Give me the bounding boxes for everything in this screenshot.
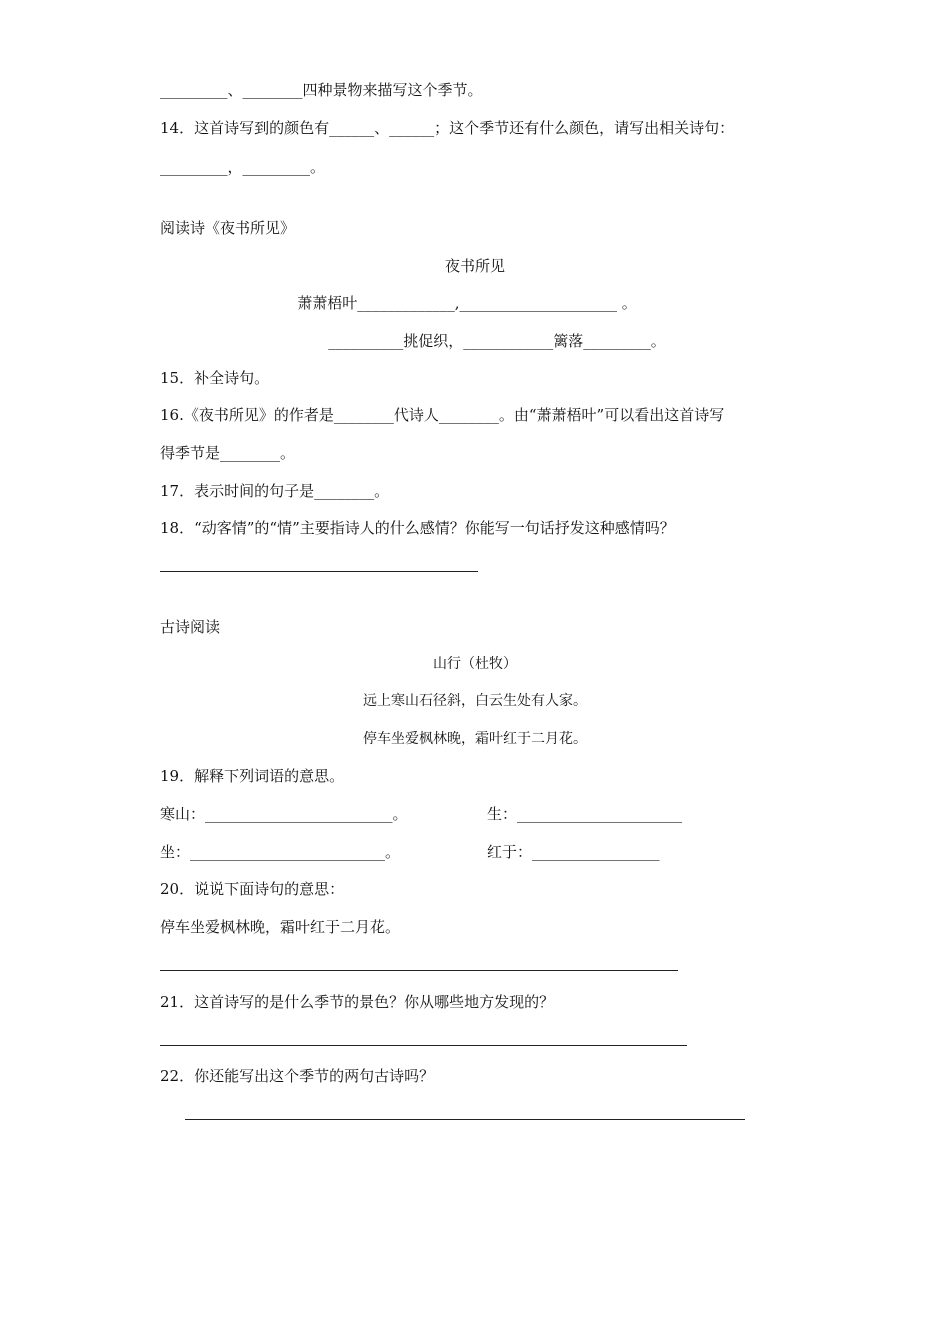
- question-20-quote: 停车坐爱枫林晚，霜叶红于二月花。: [160, 918, 401, 936]
- answer-line-22[interactable]: [185, 1119, 745, 1120]
- term-hanshan: 寒山：_________________________。: [160, 805, 408, 823]
- poem-line-2: 停车坐爱枫林晚，霜叶红于二月花。: [363, 731, 587, 747]
- question-17: 17．表示时间的句子是________。: [160, 482, 390, 500]
- question-16-continued: 得季节是________。: [160, 444, 296, 462]
- question-14-blanks: _________，_________。: [160, 158, 326, 176]
- term-hongyu: 红于：_________________: [487, 843, 660, 861]
- term-sheng: 生：______________________: [487, 805, 683, 823]
- fill-line-scenery: _________、________四种景物来描写这个季节。: [160, 81, 483, 99]
- poem-line-1: 萧萧梧叶_____________,_____________________ 。: [297, 294, 637, 312]
- question-22: 22．你还能写出这个季节的两句古诗吗？: [160, 1067, 435, 1085]
- poem-line-1: 远上寒山石径斜，白云生处有人家。: [363, 693, 587, 709]
- answer-line-20[interactable]: [160, 970, 678, 971]
- question-14: 14．这首诗写到的颜色有______、______；这个季节还有什么颜色，请写出相关诗句：: [160, 119, 735, 137]
- answer-line-18[interactable]: [160, 571, 478, 572]
- question-15: 15．补全诗句。: [160, 369, 270, 387]
- poem-title-ye-shu-suo-jian: 夜书所见: [444, 257, 505, 275]
- question-18: 18．“动客情”的“情”主要指诗人的什么感情？你能写一句话抒发这种感情吗？: [160, 519, 675, 537]
- poem-line-2: __________挑促织，____________篱落_________。: [328, 332, 666, 350]
- term-zuo: 坐：__________________________。: [160, 843, 401, 861]
- question-20: 20．说说下面诗句的意思：: [160, 880, 345, 898]
- question-19: 19．解释下列词语的意思。: [160, 767, 345, 785]
- poem-title-shan-xing: 山行（杜牧）: [433, 656, 517, 672]
- answer-line-21[interactable]: [160, 1045, 687, 1046]
- section-heading-night-poem: 阅读诗《夜书所见》: [160, 219, 296, 237]
- section-heading-ancient-poem: 古诗阅读: [160, 618, 221, 636]
- question-16: 16.《夜书所见》的作者是________代诗人________。由“萧萧梧叶”可以看出这首诗写: [160, 406, 725, 424]
- question-21: 21．这首诗写的是什么季节的景色？你从哪些地方发现的？: [160, 993, 555, 1011]
